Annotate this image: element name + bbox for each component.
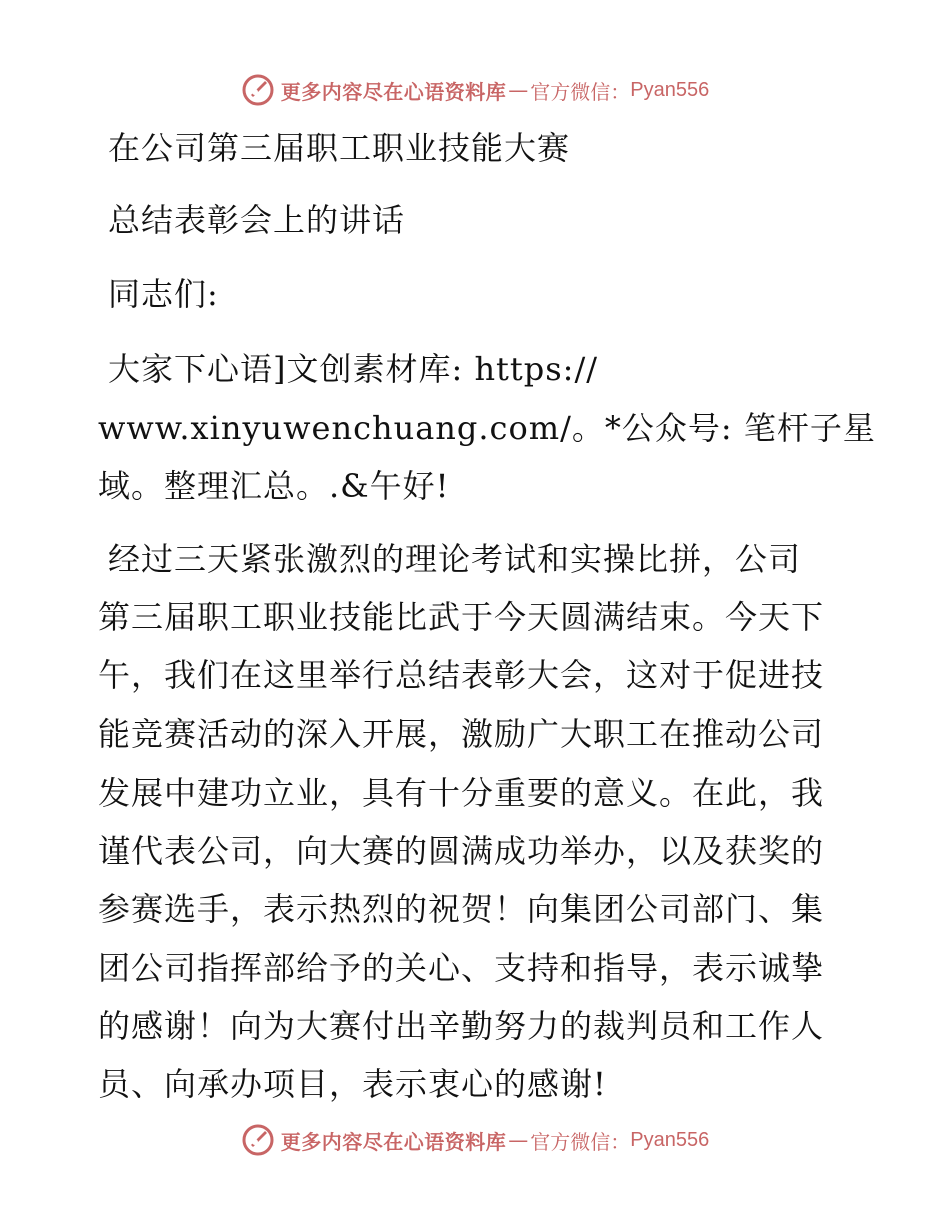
para2-line: 的感谢！向为大赛付出辛勤努力的裁判员和工作人 <box>98 1007 825 1045</box>
para1-line: 域。整理汇总。.&午好! <box>98 467 450 505</box>
banner-id: Pyan556 <box>630 78 710 101</box>
banner-text: 更多内容尽在心语资料库 <box>280 79 507 104</box>
footer-watermark-banner <box>0 1120 950 1160</box>
header-watermark-banner <box>0 70 950 110</box>
banner-tag: 官方微信： <box>530 79 631 104</box>
para2-line: 经过三天紧张激烈的理论考试和实操比拼，公司 <box>108 540 802 578</box>
para2-line: 团公司指挥部给予的关心、支持和指导，表示诚挚 <box>98 949 825 987</box>
para2-line: 午，我们在这里举行总结表彰大会，这对于促进技 <box>98 656 825 694</box>
para2-line: 谨代表公司，向大赛的圆满成功举办，以及获奖的 <box>98 832 825 870</box>
banner-separator: — <box>508 78 529 102</box>
para2-line: 能竞赛活动的深入开展，激励广大职工在推动公司 <box>98 715 825 753</box>
para2-line: 参赛选手，表示热烈的祝贺！向集团公司部门、集 <box>98 890 825 928</box>
banner-id: Pyan556 <box>630 1128 710 1151</box>
banner-separator: — <box>508 1128 529 1152</box>
doc-title-line-2: 总结表彰会上的讲话 <box>108 201 406 239</box>
doc-title-line-1: 在公司第三届职工职业技能大赛 <box>108 129 571 167</box>
para2-line: 员、向承办项目，表示衷心的感谢! <box>98 1065 607 1103</box>
para2-line: 发展中建功立业，具有十分重要的意义。在此，我 <box>98 774 825 812</box>
quill-logo-icon <box>241 73 275 107</box>
para1-line: www.xinyuwenchuang.com/。*公众号: 笔杆子星 <box>98 409 876 447</box>
salutation: 同志们: <box>108 275 219 313</box>
para2-line: 第三届职工职业技能比武于今天圆满结束。今天下 <box>98 598 825 636</box>
banner-tag: 官方微信： <box>530 1129 631 1154</box>
quill-logo-icon <box>241 1123 275 1157</box>
banner-text: 更多内容尽在心语资料库 <box>280 1129 507 1154</box>
para1-line: 大家下心语]文创素材库: https:// <box>108 350 599 388</box>
